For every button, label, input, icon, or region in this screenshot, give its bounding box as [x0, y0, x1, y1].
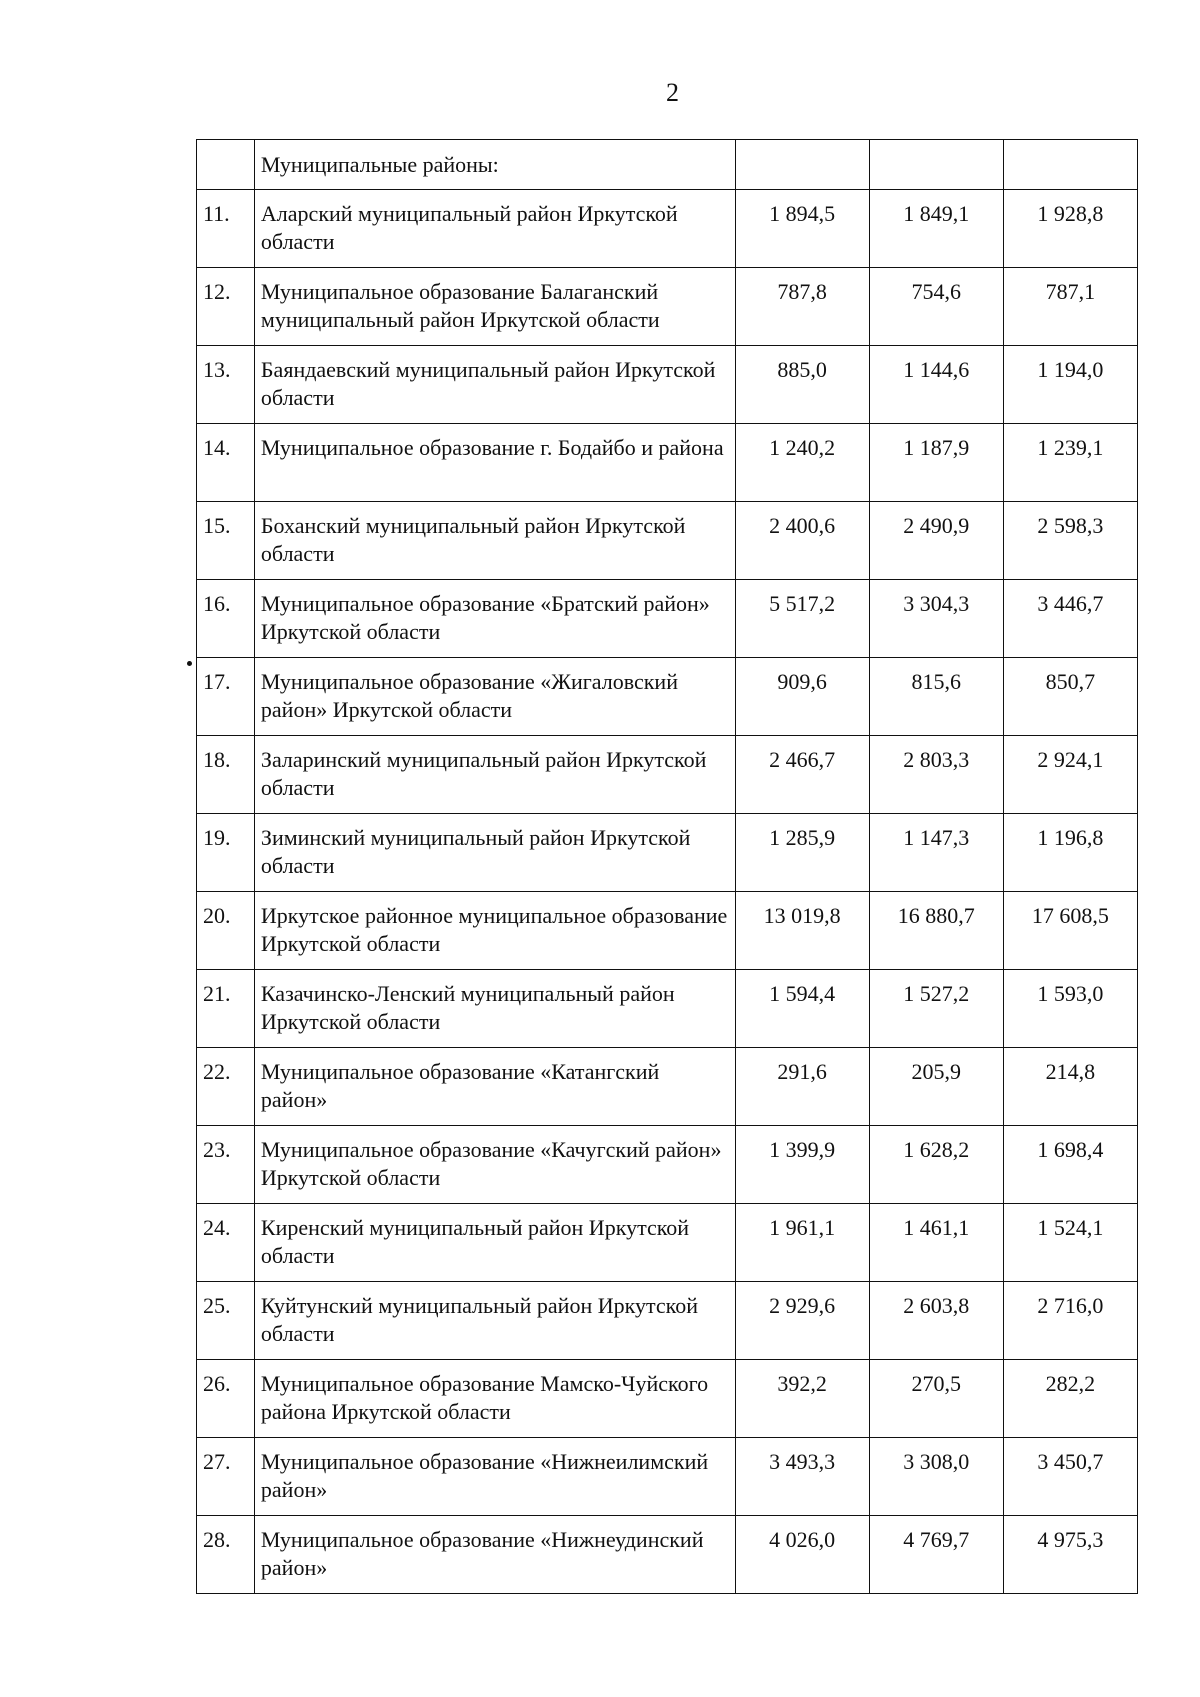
- value-cell-2: 1 849,1: [869, 190, 1003, 268]
- section-header-value-cell: [1003, 140, 1137, 190]
- value-cell-3: 1 928,8: [1003, 190, 1137, 268]
- table-row: [197, 892, 1138, 970]
- district-name-cell: Заларинский муниципальный район Иркутской области: [254, 736, 735, 814]
- value-cell-3: 2 924,1: [1003, 736, 1137, 814]
- table-row: [197, 1204, 1138, 1282]
- value-cell-2: 16 880,7: [869, 892, 1003, 970]
- value-cell-2: 2 490,9: [869, 502, 1003, 580]
- section-header-num-cell: [197, 140, 255, 190]
- row-number-cell: 14.: [197, 424, 255, 502]
- district-name-cell: Баяндаевский муниципальный район Иркутской области: [254, 346, 735, 424]
- value-cell-2: 4 769,7: [869, 1516, 1003, 1594]
- value-cell-3: 3 450,7: [1003, 1438, 1137, 1516]
- district-name-cell: Муниципальное образование «Жигаловский район» Иркутской области: [254, 658, 735, 736]
- value-cell-2: 1 527,2: [869, 970, 1003, 1048]
- district-name-cell: Муниципальное образование Балаганский муниципальный район Иркутской области: [254, 268, 735, 346]
- district-name-cell: Муниципальное образование г. Бодайбо и района: [254, 424, 735, 502]
- row-number-cell: 24.: [197, 1204, 255, 1282]
- value-cell-1: 2 466,7: [735, 736, 869, 814]
- row-number-cell: 27.: [197, 1438, 255, 1516]
- table-row: [197, 1048, 1138, 1126]
- table-row: [197, 658, 1138, 736]
- value-cell-3: 1 698,4: [1003, 1126, 1137, 1204]
- district-name-cell: Зиминский муниципальный район Иркутской области: [254, 814, 735, 892]
- section-header-row: [197, 140, 1138, 190]
- district-name-cell: Боханский муниципальный район Иркутской области: [254, 502, 735, 580]
- value-cell-3: 1 593,0: [1003, 970, 1137, 1048]
- value-cell-1: 1 240,2: [735, 424, 869, 502]
- value-cell-1: 3 493,3: [735, 1438, 869, 1516]
- value-cell-1: 885,0: [735, 346, 869, 424]
- district-name-cell: Муниципальное образование «Качугский район» Иркутской области: [254, 1126, 735, 1204]
- table-row: [197, 1438, 1138, 1516]
- value-cell-1: 1 894,5: [735, 190, 869, 268]
- district-name-cell: Иркутское районное муниципальное образование Иркутской области: [254, 892, 735, 970]
- table-row: [197, 1126, 1138, 1204]
- district-name-cell: Муниципальное образование «Нижнеилимский район»: [254, 1438, 735, 1516]
- row-number-cell: 28.: [197, 1516, 255, 1594]
- page-number: 2: [666, 78, 679, 107]
- table-row: [197, 736, 1138, 814]
- value-cell-1: 4 026,0: [735, 1516, 869, 1594]
- section-label: Муниципальные районы:: [254, 140, 735, 190]
- row-number-cell: 21.: [197, 970, 255, 1048]
- table-row: [197, 970, 1138, 1048]
- value-cell-1: 13 019,8: [735, 892, 869, 970]
- table-row: [197, 190, 1138, 268]
- value-cell-1: 1 961,1: [735, 1204, 869, 1282]
- row-number-cell: 26.: [197, 1360, 255, 1438]
- row-number-cell: 19.: [197, 814, 255, 892]
- value-cell-2: 1 628,2: [869, 1126, 1003, 1204]
- row-number-cell: 17.: [197, 658, 255, 736]
- row-number-cell: 18.: [197, 736, 255, 814]
- district-name-cell: Аларский муниципальный район Иркутской области: [254, 190, 735, 268]
- value-cell-2: 815,6: [869, 658, 1003, 736]
- value-cell-3: 3 446,7: [1003, 580, 1137, 658]
- value-cell-1: 1 285,9: [735, 814, 869, 892]
- value-cell-1: 291,6: [735, 1048, 869, 1126]
- value-cell-3: 282,2: [1003, 1360, 1137, 1438]
- value-cell-3: 1 196,8: [1003, 814, 1137, 892]
- value-cell-3: 1 194,0: [1003, 346, 1137, 424]
- row-number-cell: 20.: [197, 892, 255, 970]
- value-cell-1: 2 929,6: [735, 1282, 869, 1360]
- value-cell-1: 787,8: [735, 268, 869, 346]
- value-cell-3: 2 598,3: [1003, 502, 1137, 580]
- value-cell-3: 850,7: [1003, 658, 1137, 736]
- value-cell-2: 2 603,8: [869, 1282, 1003, 1360]
- table-row: [197, 424, 1138, 502]
- row-number-cell: 16.: [197, 580, 255, 658]
- value-cell-1: 909,6: [735, 658, 869, 736]
- value-cell-1: 392,2: [735, 1360, 869, 1438]
- stray-dot-mark: [187, 661, 192, 666]
- value-cell-2: 1 461,1: [869, 1204, 1003, 1282]
- table-row: [197, 502, 1138, 580]
- section-header-value-cell: [869, 140, 1003, 190]
- district-name-cell: Куйтунский муниципальный район Иркутской области: [254, 1282, 735, 1360]
- value-cell-3: 2 716,0: [1003, 1282, 1137, 1360]
- district-name-cell: Муниципальное образование Мамско-Чуйского района Иркутской области: [254, 1360, 735, 1438]
- table-row: [197, 268, 1138, 346]
- value-cell-2: 3 308,0: [869, 1438, 1003, 1516]
- row-number-cell: 25.: [197, 1282, 255, 1360]
- row-number-cell: 11.: [197, 190, 255, 268]
- value-cell-1: 2 400,6: [735, 502, 869, 580]
- value-cell-2: 3 304,3: [869, 580, 1003, 658]
- value-cell-1: 1 399,9: [735, 1126, 869, 1204]
- row-number-cell: 22.: [197, 1048, 255, 1126]
- value-cell-2: 754,6: [869, 268, 1003, 346]
- districts-table-body: [197, 140, 1138, 1594]
- district-name-cell: Казачинско-Ленский муниципальный район Иркутской области: [254, 970, 735, 1048]
- district-name-cell: Киренский муниципальный район Иркутской области: [254, 1204, 735, 1282]
- value-cell-3: 214,8: [1003, 1048, 1137, 1126]
- value-cell-2: 2 803,3: [869, 736, 1003, 814]
- value-cell-2: 1 147,3: [869, 814, 1003, 892]
- table-row: [197, 346, 1138, 424]
- value-cell-3: 787,1: [1003, 268, 1137, 346]
- table-row: [197, 814, 1138, 892]
- district-name-cell: Муниципальное образование «Нижнеудинский район»: [254, 1516, 735, 1594]
- row-number-cell: 15.: [197, 502, 255, 580]
- table-row: [197, 1516, 1138, 1594]
- value-cell-1: 1 594,4: [735, 970, 869, 1048]
- section-header-value-cell: [735, 140, 869, 190]
- value-cell-2: 270,5: [869, 1360, 1003, 1438]
- value-cell-2: 1 187,9: [869, 424, 1003, 502]
- district-name-cell: Муниципальное образование «Катангский район»: [254, 1048, 735, 1126]
- districts-table: [196, 139, 1138, 1594]
- district-name-cell: Муниципальное образование «Братский район» Иркутской области: [254, 580, 735, 658]
- value-cell-3: 1 239,1: [1003, 424, 1137, 502]
- row-number-cell: 13.: [197, 346, 255, 424]
- value-cell-3: 1 524,1: [1003, 1204, 1137, 1282]
- row-number-cell: 12.: [197, 268, 255, 346]
- table-row: [197, 580, 1138, 658]
- row-number-cell: 23.: [197, 1126, 255, 1204]
- value-cell-3: 4 975,3: [1003, 1516, 1137, 1594]
- table-row: [197, 1360, 1138, 1438]
- value-cell-3: 17 608,5: [1003, 892, 1137, 970]
- value-cell-2: 205,9: [869, 1048, 1003, 1126]
- value-cell-2: 1 144,6: [869, 346, 1003, 424]
- value-cell-1: 5 517,2: [735, 580, 869, 658]
- table-row: [197, 1282, 1138, 1360]
